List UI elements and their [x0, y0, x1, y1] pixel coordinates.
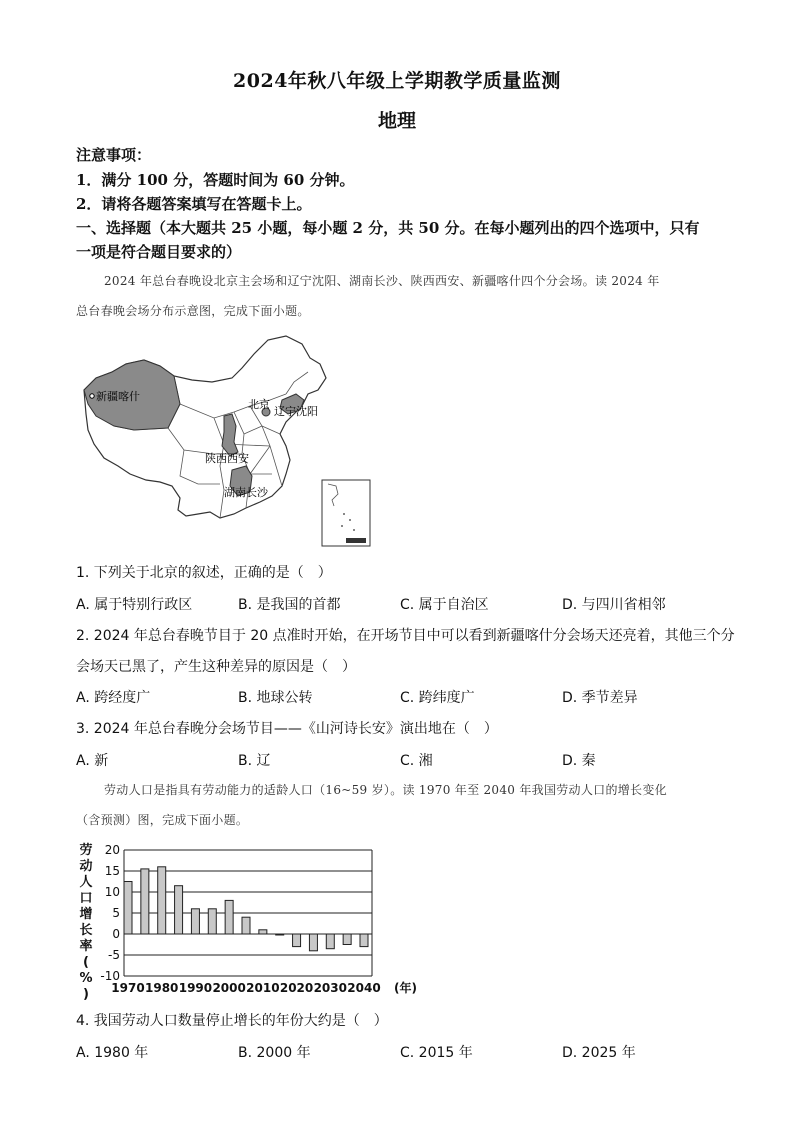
intro2-line1: 劳动人口是指具有劳动能力的适龄人口（16~59 岁）。读 1970 年至 2040 年我国劳动人口的增长变化 [104, 783, 667, 797]
q4-option-a[interactable]: A. 1980 年 [76, 1045, 149, 1061]
data-bar [208, 909, 216, 934]
y-label-char: 劳 [79, 843, 93, 858]
data-bar [225, 900, 233, 934]
q1-option-c[interactable]: C. 属于自治区 [400, 597, 489, 613]
y-tick-label: 15 [104, 864, 120, 878]
section-heading-line1: 一、选择题（本大题共 25 小题，每小题 2 分，共 50 分。在每小题列出的四个选项中，只有 [76, 219, 700, 237]
q2-option-b[interactable]: B. 地球公转 [238, 690, 313, 706]
x-tick-label: 2030 [313, 981, 347, 995]
label-hunan: 湖南长沙 [224, 486, 268, 499]
question-1-stem: 1. 下列关于北京的叙述，正确的是（ ） [76, 565, 332, 581]
label-xinjiang: 新疆喀什 [96, 390, 140, 403]
data-bar [259, 930, 267, 934]
question-3-stem: 3. 2024 年总台春晚分会场节目——《山河诗长安》演出地在（ ） [76, 721, 498, 737]
question-2-stem-cont: 会场天已黑了，产生这种差异的原因是（ ） [76, 659, 356, 675]
y-label-char: 增 [79, 907, 93, 922]
y-label-char: 口 [79, 891, 93, 906]
x-tick-label: 2010 [246, 981, 280, 995]
x-tick-label: 2040 [347, 981, 381, 995]
q3-option-b[interactable]: B. 辽 [238, 753, 271, 769]
question-4-stem: 4. 我国劳动人口数量停止增长的年份大约是（ ） [76, 1013, 388, 1029]
y-axis-label [79, 842, 92, 1000]
x-tick-label: 1990 [178, 981, 213, 995]
data-bar [326, 934, 334, 949]
question-2-stem: 2. 2024 年总台春晚节目于 20 点准时开始，在开场节目中可以看到新疆喀什分会场天还亮着，其他三个分 [76, 628, 735, 644]
y-label-char: ) [83, 987, 89, 1000]
q3-option-d[interactable]: D. 秦 [562, 753, 596, 769]
q2-option-c[interactable]: C. 跨纬度广 [400, 690, 475, 706]
data-bar [158, 867, 166, 934]
x-tick-label: 2000 [212, 981, 246, 995]
label-liaoning: 辽宁沈阳 [274, 405, 318, 418]
data-bar [124, 882, 132, 935]
labor-growth-chart [74, 840, 420, 1000]
y-tick-label: 10 [104, 885, 120, 899]
data-bar [242, 917, 250, 934]
data-bar [191, 909, 199, 934]
x-tick-label: 1970 [111, 981, 145, 995]
q3-option-a[interactable]: A. 新 [76, 753, 109, 769]
y-tick-label: 20 [104, 843, 120, 857]
q1-option-a[interactable]: A. 属于特别行政区 [76, 597, 193, 613]
q4-option-b[interactable]: B. 2000 年 [238, 1045, 311, 1061]
data-bar [360, 934, 368, 947]
china-venue-map [74, 334, 374, 550]
y-label-char: % [79, 971, 93, 986]
note-item-1: 1．满分 100 分，答题时间为 60 分钟。 [76, 171, 355, 189]
intro1-line1: 2024 年总台春晚设北京主会场和辽宁沈阳、湖南长沙、陕西西安、新疆喀什四个分会场。读 2024 年 [104, 274, 660, 288]
data-bar [309, 934, 317, 951]
south-china-sea-inset [322, 480, 370, 546]
x-tick-label: 2020 [279, 981, 314, 995]
q1-option-b[interactable]: B. 是我国的首都 [238, 597, 341, 613]
intro2-line2: （含预测）图，完成下面小题。 [76, 813, 249, 827]
kashgar-point [90, 394, 94, 398]
q4-option-c[interactable]: C. 2015 年 [400, 1045, 473, 1061]
y-tick-label: -10 [100, 969, 120, 983]
y-tick-label: 0 [112, 927, 120, 941]
data-bar [293, 934, 301, 947]
label-beijing: 北京 [248, 398, 270, 411]
y-label-char: 人 [79, 875, 93, 890]
note-item-2: 2．请将各题答案填写在答题卡上。 [76, 195, 312, 213]
x-tick-label: 1980 [145, 981, 179, 995]
data-bar [276, 934, 284, 935]
y-tick-label: -5 [108, 948, 120, 962]
q1-option-d[interactable]: D. 与四川省相邻 [562, 597, 666, 613]
y-label-char: 率 [79, 939, 93, 954]
q2-option-d[interactable]: D. 季节差异 [562, 690, 638, 706]
section-heading-line2: 一项是符合题目要求的） [76, 243, 242, 261]
data-bar [175, 886, 183, 934]
notes-heading: 注意事项： [76, 146, 152, 164]
page-title: 2024年秋八年级上学期教学质量监测 [233, 70, 561, 92]
q2-option-a[interactable]: A. 跨经度广 [76, 690, 151, 706]
subject-title: 地理 [377, 110, 416, 132]
q4-option-d[interactable]: D. 2025 年 [562, 1045, 636, 1061]
x-axis-label: (年) [394, 981, 417, 995]
y-tick-label: 5 [112, 906, 120, 920]
data-bar [141, 869, 149, 934]
intro1-line2: 总台春晚会场分布示意图，完成下面小题。 [76, 304, 310, 318]
label-shaanxi: 陕西西安 [205, 452, 249, 465]
y-label-char: 长 [79, 923, 93, 938]
y-label-char: ( [83, 955, 89, 970]
data-bar [343, 934, 351, 945]
q3-option-c[interactable]: C. 湘 [400, 753, 433, 769]
y-label-char: 动 [79, 859, 93, 874]
